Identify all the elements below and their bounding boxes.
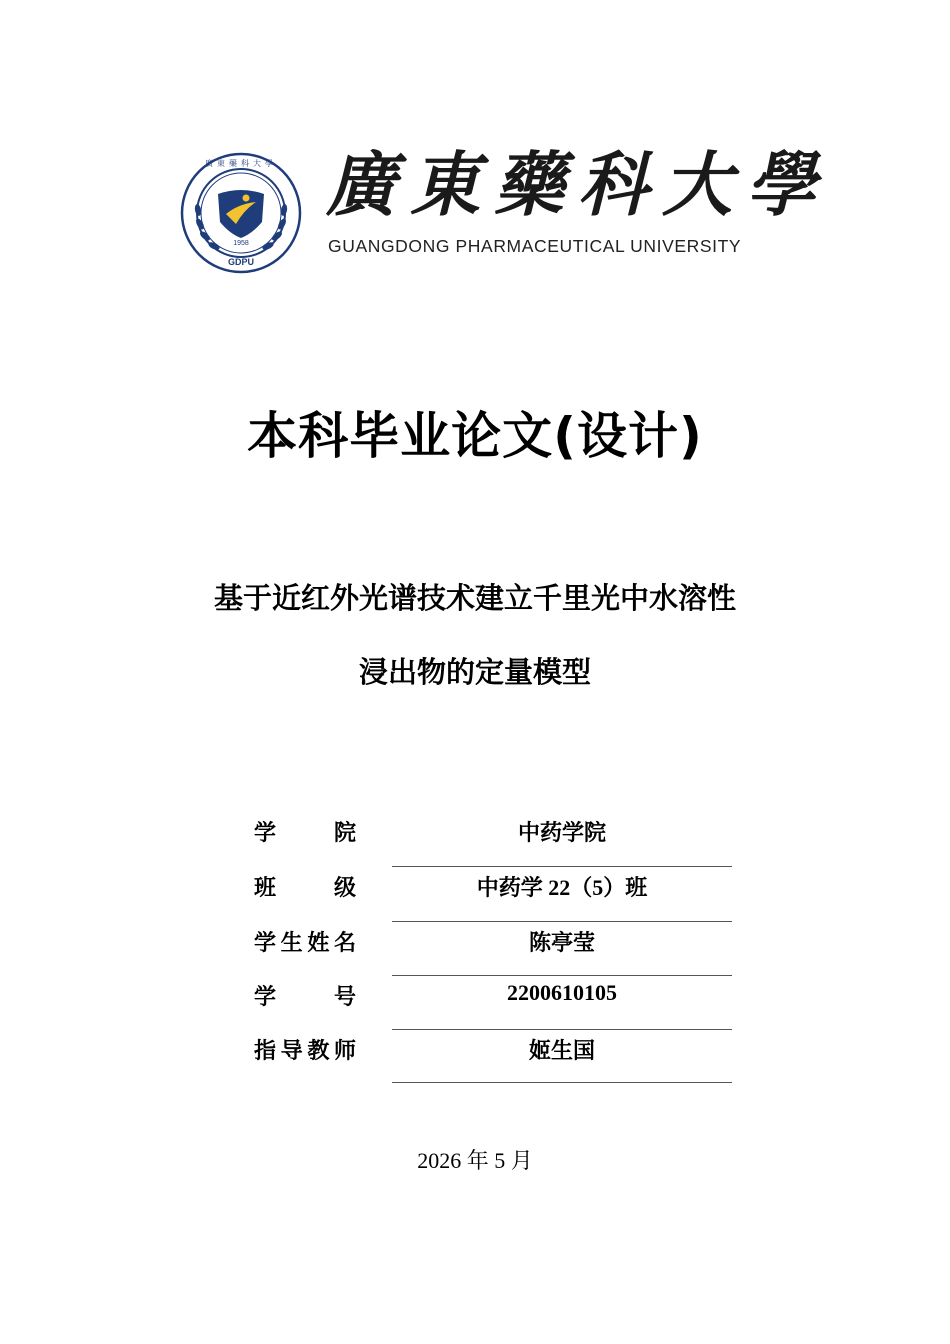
info-value: 中药学院 <box>517 820 606 845</box>
university-name-en: GUANGDONG PHARMACEUTICAL UNIVERSITY <box>328 236 742 256</box>
underline <box>392 921 732 922</box>
info-row-class <box>254 871 732 925</box>
info-label: 指导教师 <box>254 1039 356 1064</box>
university-seal-icon <box>180 152 302 274</box>
seal-year: 1958 <box>233 240 249 247</box>
info-label: 班 级 <box>254 876 356 901</box>
thesis-title-line2: 浸出物的定量模型 <box>358 655 591 689</box>
submission-date: 2026 年 5 月 <box>417 1148 533 1173</box>
info-value: 2200610105 <box>507 980 617 1005</box>
info-value: 中药学 22（5）班 <box>476 875 648 900</box>
info-value: 姬生国 <box>528 1038 595 1063</box>
university-name-cn: 廣東藥科大學 <box>326 143 830 226</box>
info-label: 学 号 <box>254 985 356 1010</box>
info-row-student-id <box>254 980 732 1034</box>
info-row-student-name <box>254 926 732 980</box>
info-row-advisor <box>254 1034 732 1088</box>
info-row-college <box>254 816 732 870</box>
university-logo <box>180 138 830 268</box>
info-label: 学 院 <box>254 821 356 846</box>
thesis-title-line1: 基于近红外光谱技术建立千里光中水溶性 <box>213 581 736 615</box>
seal-abbr: GDPU <box>227 257 255 267</box>
underline <box>392 1082 732 1083</box>
underline <box>392 866 732 867</box>
document-type-title: 本科毕业论文(设计) <box>247 407 703 465</box>
seal-name: 廣東藥科大學 <box>205 159 277 168</box>
info-value: 陈亭莹 <box>528 930 595 955</box>
underline <box>392 975 732 976</box>
info-label: 学生姓名 <box>254 931 356 956</box>
underline <box>392 1029 732 1030</box>
